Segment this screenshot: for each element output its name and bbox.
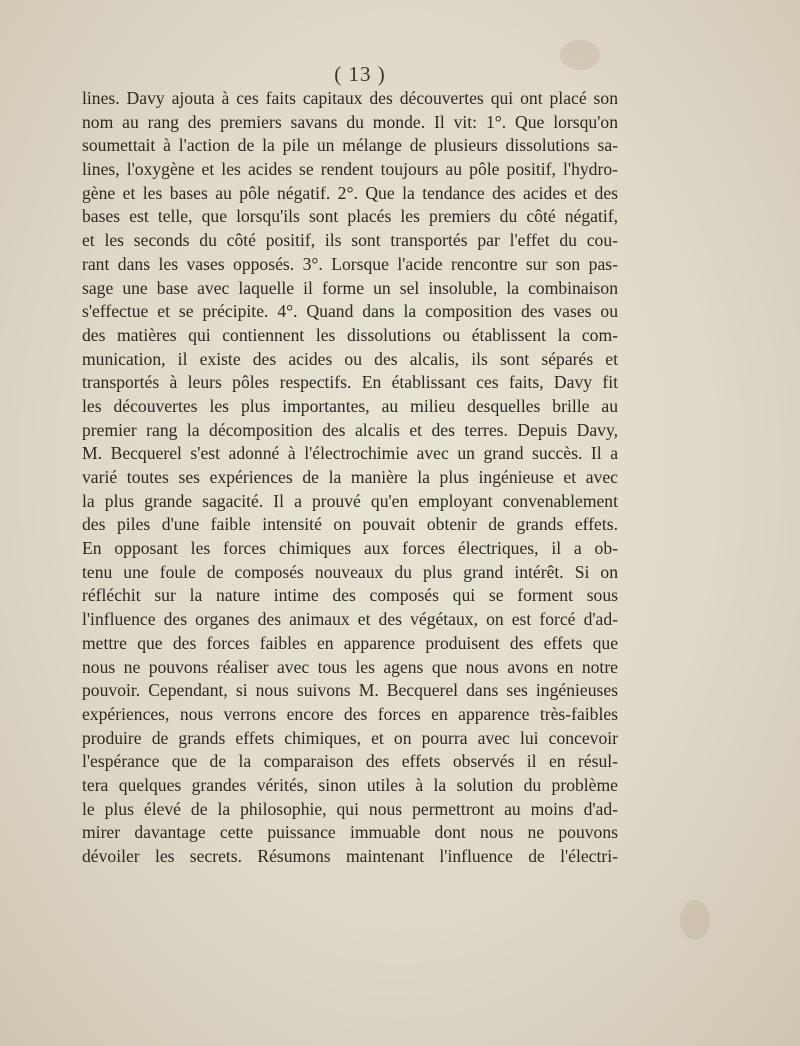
body-text — [82, 87, 618, 869]
text-line: varié toutes ses expériences de la manière la plus ingénieuse et avec — [82, 467, 618, 487]
paper-stain — [680, 900, 710, 940]
text-line: l'espérance que de la comparaison des effets observés il en résul- — [82, 751, 618, 772]
text-line: nous ne pouvons réaliser avec tous les agens que nous avons en notre — [82, 656, 618, 677]
text-line: le plus élevé de la philosophie, qui nous permettront au moins d'ad- — [82, 798, 618, 819]
text-line: soumettait à l'action de la pile un mélange de plusieurs dissolutions sa- — [82, 135, 618, 156]
text-line: M. Becquerel s'est adonné à l'électrochimie avec un grand succès. Il a — [82, 443, 618, 464]
text-line: transportés à leurs pôles respectifs. En établissant ces faits, Davy fit — [82, 372, 618, 393]
page-number: ( 13 ) — [334, 62, 386, 86]
text-line: mettre que des forces faibles en apparence produisent des effets que — [82, 632, 618, 653]
text-line: rant dans les vases opposés. 3°. Lorsque l'acide rencontre sur son pas- — [82, 253, 618, 274]
text-line: sage une base avec laquelle il forme un sel insoluble, la combinaison — [82, 277, 618, 298]
text-line: En opposant les forces chimiques aux forces électriques, il a ob- — [82, 538, 618, 559]
text-line: lines. Davy ajouta à ces faits capitaux des découvertes qui ont placé son — [82, 88, 618, 108]
text-line: des matières qui contiennent les dissolutions ou établissent la com- — [82, 324, 618, 345]
text-line: l'influence des organes des animaux et des végétaux, on est forcé d'ad- — [82, 609, 618, 630]
text-line: mirer davantage cette puissance immuable dont nous ne pouvons — [82, 822, 618, 843]
text-line: premier rang la décomposition des alcalis et des terres. Depuis Davy, — [82, 419, 618, 440]
text-line: lines, l'oxygène et les acides se rendent toujours au pôle positif, l'hydro- — [82, 159, 618, 180]
text-line: munication, il existe des acides ou des alcalis, ils sont séparés et — [82, 348, 618, 369]
text-line: nom au rang des premiers savans du monde. Il vit: 1°. Que lorsqu'on — [82, 111, 618, 132]
text-line: tera quelques grandes vérités, sinon utiles à la solution du problème — [82, 774, 618, 795]
text-line: pouvoir. Cependant, si nous suivons M. Becquerel dans ses ingénieuses — [82, 680, 618, 701]
text-line: des piles d'une faible intensité on pouvait obtenir de grands effets. — [82, 514, 618, 535]
text-line: gène et les bases au pôle négatif. 2°. Que la tendance des acides et des — [82, 182, 618, 203]
text-line: s'effectue et se précipite. 4°. Quand dans la composition des vases ou — [82, 301, 618, 322]
text-line: expériences, nous verrons encore des forces en apparence très-faibles — [82, 703, 618, 724]
text-line: les découvertes les plus importantes, au milieu desquelles brille au — [82, 395, 618, 416]
text-line: produire de grands effets chimiques, et on pourra avec lui concevoir — [82, 727, 618, 748]
text-line: tenu une foule de composés nouveaux du plus grand intérêt. Si on — [82, 561, 618, 582]
text-line: réfléchit sur la nature intime des composés qui se forment sous — [82, 585, 618, 606]
text-line: bases est telle, que lorsqu'ils sont placés les premiers du côté négatif, — [82, 206, 618, 227]
text-line: dévoiler les secrets. Résumons maintenant l'influence de l'électri- — [82, 846, 618, 866]
text-line: la plus grande sagacité. Il a prouvé qu'en employant convenablement — [82, 490, 618, 511]
text-line: et les seconds du côté positif, ils sont transportés par l'effet du cou- — [82, 230, 618, 251]
